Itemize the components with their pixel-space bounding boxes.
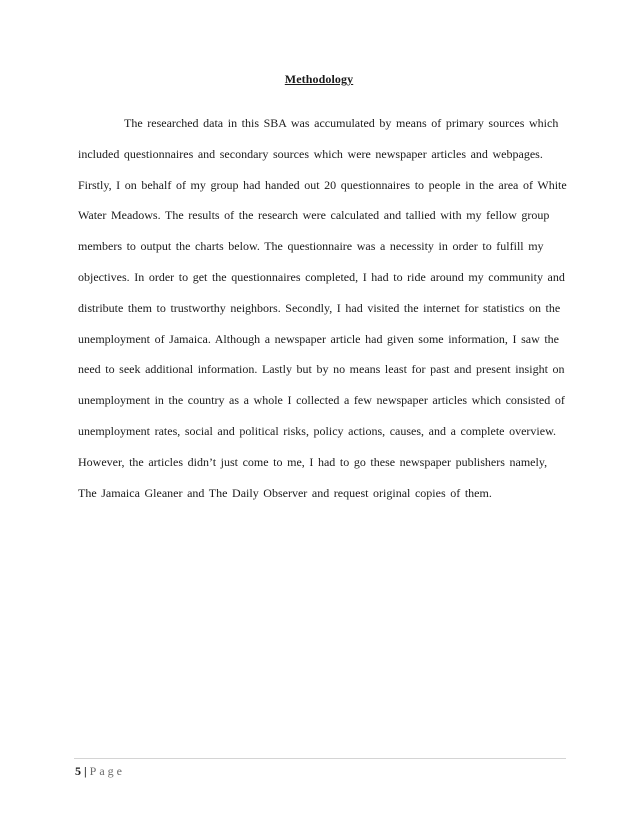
- paragraph-line: Firstly, I on behalf of my group had handed out 20 questionnaires to people in the area of White: [78, 177, 567, 192]
- paragraph-line: need to seek additional information. Lastly but by no means least for past and present insight on: [78, 362, 565, 377]
- footer-separator: |: [84, 764, 87, 778]
- paragraph-line: Water Meadows. The results of the research were calculated and tallied with my fellow group: [78, 208, 550, 223]
- page-footer: [75, 764, 125, 779]
- page-number: 5: [75, 764, 81, 778]
- paragraph-line: The researched data in this SBA was accumulated by means of primary sources which: [124, 116, 559, 130]
- paragraph-line: objectives. In order to get the questionnaires completed, I had to ride around my community and: [78, 269, 565, 284]
- paragraph-line: members to output the charts below. The questionnaire was a necessity in order to fulfill my: [78, 239, 544, 254]
- page-label: Page: [89, 764, 125, 778]
- paragraph-line: The Jamaica Gleaner and The Daily Observer and request original copies of them.: [78, 485, 492, 500]
- body-paragraph: [78, 108, 567, 508]
- paragraph-line: distribute them to trustworthy neighbors. Secondly, I had visited the internet for statistics on the: [78, 300, 561, 315]
- paragraph-line: unemployment rates, social and political risks, policy actions, causes, and a complete overview.: [78, 423, 556, 438]
- paragraph-line: However, the articles didn’t just come to me, I had to go these newspaper publishers namely,: [78, 454, 548, 469]
- paragraph-line: unemployment of Jamaica. Although a newspaper article had given some information, I saw the: [78, 331, 560, 346]
- section-heading: Methodology: [284, 72, 354, 86]
- footer-divider: [74, 758, 566, 759]
- paragraph-line: unemployment in the country as a whole I collected a few newspaper articles which consisted of: [78, 393, 565, 408]
- paragraph-line: included questionnaires and secondary sources which were newspaper articles and webpages.: [78, 146, 543, 161]
